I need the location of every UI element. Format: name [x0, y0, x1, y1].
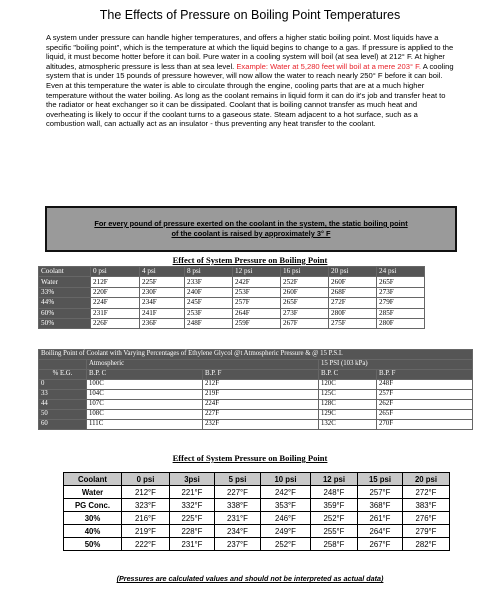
table-cell: 264F [233, 308, 281, 318]
table-cell: 272°F [403, 486, 450, 499]
table-row [39, 287, 425, 297]
table-cell: 224F [203, 400, 319, 410]
callout-text [94, 219, 407, 239]
table-cell: 258°F [311, 538, 358, 551]
group-spacer [39, 360, 87, 370]
table-cell: 125C [319, 390, 377, 400]
table-cell: 242°F [261, 486, 311, 499]
row-label: 60 [39, 420, 87, 430]
table-cell: 252F [281, 277, 329, 287]
table-row [39, 277, 425, 287]
row-label: 33 [39, 390, 87, 400]
table-cell: 267°F [358, 538, 403, 551]
table-cell: 222°F [122, 538, 170, 551]
table-cell: 255°F [311, 525, 358, 538]
table-cell: 252°F [261, 538, 311, 551]
column-header: 8 psi [185, 267, 233, 277]
table-cell: 268F [329, 287, 377, 297]
row-label: 60% [39, 308, 91, 318]
row-label: 44% [39, 298, 91, 308]
table-cell: 219F [203, 390, 319, 400]
table3-heading: Effect of System Pressure on Boiling Point [172, 453, 328, 463]
table-cell: 221°F [170, 486, 215, 499]
column-header: 20 psi [329, 267, 377, 277]
table-cell: 252°F [311, 512, 358, 525]
row-label: 50% [64, 538, 122, 551]
table-cell: 280F [329, 308, 377, 318]
table-caption-row [39, 350, 473, 360]
column-header: 20 psi [403, 473, 450, 486]
table-cell: 267F [281, 318, 329, 328]
group-15psi: 15 PSI (103 kPa) [319, 360, 473, 370]
table-cell: 220F [91, 287, 140, 297]
table-cell: 226F [91, 318, 140, 328]
table-cell: 242F [233, 277, 281, 287]
table-cell: 338°F [215, 499, 261, 512]
row-label: Water [64, 486, 122, 499]
table-cell: 260F [329, 277, 377, 287]
table-cell: 332°F [170, 499, 215, 512]
table-cell: 260F [281, 287, 329, 297]
table-header-row [39, 370, 473, 380]
table-cell: 275F [329, 318, 377, 328]
table-row [39, 308, 425, 318]
column-header: 16 psi [281, 267, 329, 277]
table-cell: 108C [87, 410, 203, 420]
table-cell: 259F [233, 318, 281, 328]
table-cell: 212°F [122, 486, 170, 499]
row-label: 50% [39, 318, 91, 328]
table-cell: 273F [281, 308, 329, 318]
table-cell: 212F [91, 277, 140, 287]
intro-example-red: Example: Water at 5,280 feet will boil at a mere 203° F. [236, 61, 422, 71]
table-cell: 232F [203, 420, 319, 430]
table-cell: 261°F [358, 512, 403, 525]
table-cell: 253F [233, 287, 281, 297]
table-cell: 231F [91, 308, 140, 318]
table-cell: 279F [377, 298, 425, 308]
table-cell: 236F [140, 318, 185, 328]
column-header: 24 psi [377, 267, 425, 277]
intro-paragraph [46, 33, 456, 129]
intro-text-part1: A system under pressure can handle higher temperatures, and offers a higher static boiling point. Most liquids have a specific "boiling point", which is the temperature at which the liquid begins to change to a gas. If pressure is applied to the liquid, it must become hotter before it can boil. Pure water in a cooling system will boil (at sea level) at 212° F. At higher altitudes, atmospheric pressure is less than at sea level. [46, 33, 454, 71]
table-cell: 253F [185, 308, 233, 318]
table-row [39, 390, 473, 400]
row-label: Water [39, 277, 91, 287]
table-header-row [39, 267, 425, 277]
callout-box [45, 206, 457, 252]
table-cell: 224F [91, 298, 140, 308]
table-row [39, 318, 425, 328]
table-row [39, 420, 473, 430]
row-label: 30% [64, 512, 122, 525]
table-cell: 257F [377, 390, 473, 400]
group-atmospheric: Atmospheric [87, 360, 319, 370]
table-row [64, 512, 450, 525]
table-effect-pressure-sans [63, 472, 450, 551]
table-cell: 280F [377, 318, 425, 328]
table-effect-pressure-serif [38, 266, 425, 329]
column-header: 12 psi [311, 473, 358, 486]
table-cell: 249°F [261, 525, 311, 538]
table-cell: 245F [185, 298, 233, 308]
table-cell: 129C [319, 410, 377, 420]
table-cell: 231°F [215, 512, 261, 525]
table-caption: Boiling Point of Coolant with Varying Percentages of Ethylene Glycol @t Atmospheric Pressure & @ 15 P.S.I. [39, 350, 473, 360]
table-cell: 237°F [215, 538, 261, 551]
row-label: 0 [39, 380, 87, 390]
table-cell: 233F [185, 277, 233, 287]
column-header: Coolant [64, 473, 122, 486]
table-group-row [39, 360, 473, 370]
table-cell: 282°F [403, 538, 450, 551]
table-cell: 240F [185, 287, 233, 297]
table-cell: 227F [203, 410, 319, 420]
table-header-row [64, 473, 450, 486]
table-cell: 359°F [311, 499, 358, 512]
table-cell: 132C [319, 420, 377, 430]
table-row [64, 486, 450, 499]
table-cell: 264°F [358, 525, 403, 538]
table-cell: 234F [140, 298, 185, 308]
column-header: Coolant [39, 267, 91, 277]
column-header: 10 psi [261, 473, 311, 486]
table-row [39, 410, 473, 420]
table-cell: 248°F [311, 486, 358, 499]
table-cell: 100C [87, 380, 203, 390]
table-row [64, 538, 450, 551]
column-header: 15 psi [358, 473, 403, 486]
table-cell: 262F [377, 400, 473, 410]
column-header: B.P. F [203, 370, 319, 380]
table-cell: 107C [87, 400, 203, 410]
table-ethylene-glycol [38, 349, 473, 430]
table-cell: 265F [377, 410, 473, 420]
table-cell: 216°F [122, 512, 170, 525]
table-cell: 257°F [358, 486, 403, 499]
table-cell: 248F [185, 318, 233, 328]
callout-line-1: For every pound of pressure exerted on the coolant in the system, the static boiling point [94, 219, 408, 228]
table-cell: 219°F [122, 525, 170, 538]
table-cell: 128C [319, 400, 377, 410]
column-header: 3psi [170, 473, 215, 486]
footnote: (Pressures are calculated values and should not be interpreted as actual data) [116, 574, 384, 583]
table-row [64, 525, 450, 538]
table1-heading: Effect of System Pressure on Boiling Point [172, 255, 328, 265]
table-cell: 383°F [403, 499, 450, 512]
table-cell: 230F [140, 287, 185, 297]
table-cell: 257F [233, 298, 281, 308]
row-label: 50 [39, 410, 87, 420]
table-row [39, 400, 473, 410]
table-cell: 234°F [215, 525, 261, 538]
table-cell: 228°F [170, 525, 215, 538]
table-cell: 353°F [261, 499, 311, 512]
table-cell: 279°F [403, 525, 450, 538]
column-header: B.P. C [87, 370, 203, 380]
table-cell: 246°F [261, 512, 311, 525]
page-title: The Effects of Pressure on Boiling Point Temperatures [99, 8, 401, 22]
table-cell: 241F [140, 308, 185, 318]
table-cell: 265F [281, 298, 329, 308]
row-label: 40% [64, 525, 122, 538]
table-cell: 120C [319, 380, 377, 390]
column-header: B.P. F [377, 370, 473, 380]
table-cell: 225F [140, 277, 185, 287]
table-row [39, 298, 425, 308]
table-cell: 231°F [170, 538, 215, 551]
column-header: 0 psi [91, 267, 140, 277]
column-header: 12 psi [233, 267, 281, 277]
table-cell: 270F [377, 420, 473, 430]
row-label: PG Conc. [64, 499, 122, 512]
table-row [39, 380, 473, 390]
table-cell: 248F [377, 380, 473, 390]
table-cell: 323°F [122, 499, 170, 512]
column-header: 4 psi [140, 267, 185, 277]
table-cell: 265F [377, 277, 425, 287]
table-cell: 104C [87, 390, 203, 400]
row-label: 33% [39, 287, 91, 297]
table-cell: 368°F [358, 499, 403, 512]
table-cell: 111C [87, 420, 203, 430]
table-row [64, 499, 450, 512]
column-header: B.P. C [319, 370, 377, 380]
table-cell: 212F [203, 380, 319, 390]
table-cell: 225°F [170, 512, 215, 525]
table-cell: 273F [377, 287, 425, 297]
table-cell: 272F [329, 298, 377, 308]
table-cell: 276°F [403, 512, 450, 525]
callout-line-2: of the coolant is raised by approximately 3° F [171, 229, 331, 238]
row-label: 44 [39, 400, 87, 410]
column-header: 0 psi [122, 473, 170, 486]
table-cell: 227°F [215, 486, 261, 499]
column-header: 5 psi [215, 473, 261, 486]
table-cell: 285F [377, 308, 425, 318]
column-header: % E.G. [39, 370, 87, 380]
intro-text-part2: A cooling system that is under 15 pounds of pressure however, will now allow the water to reach nearly 250° F before it can boil. Even at this temperature the water is able to circulate through the engine, cooling parts that are at a much higher temperature without the water boiling. As long as the coolant remains in liquid form it can do it's job and transfer heat to the radiator or heat exchanger so it can be dissipated. Coolant that is boiling cannot transfer as much heat and overheating is likely to occur if the coolant turns to a gaseous state. Steam adjacent to a hot surface, such as a combustion wall, can actually act as an insulator - thus preventing any heat transfer to the coolant. [46, 61, 454, 129]
